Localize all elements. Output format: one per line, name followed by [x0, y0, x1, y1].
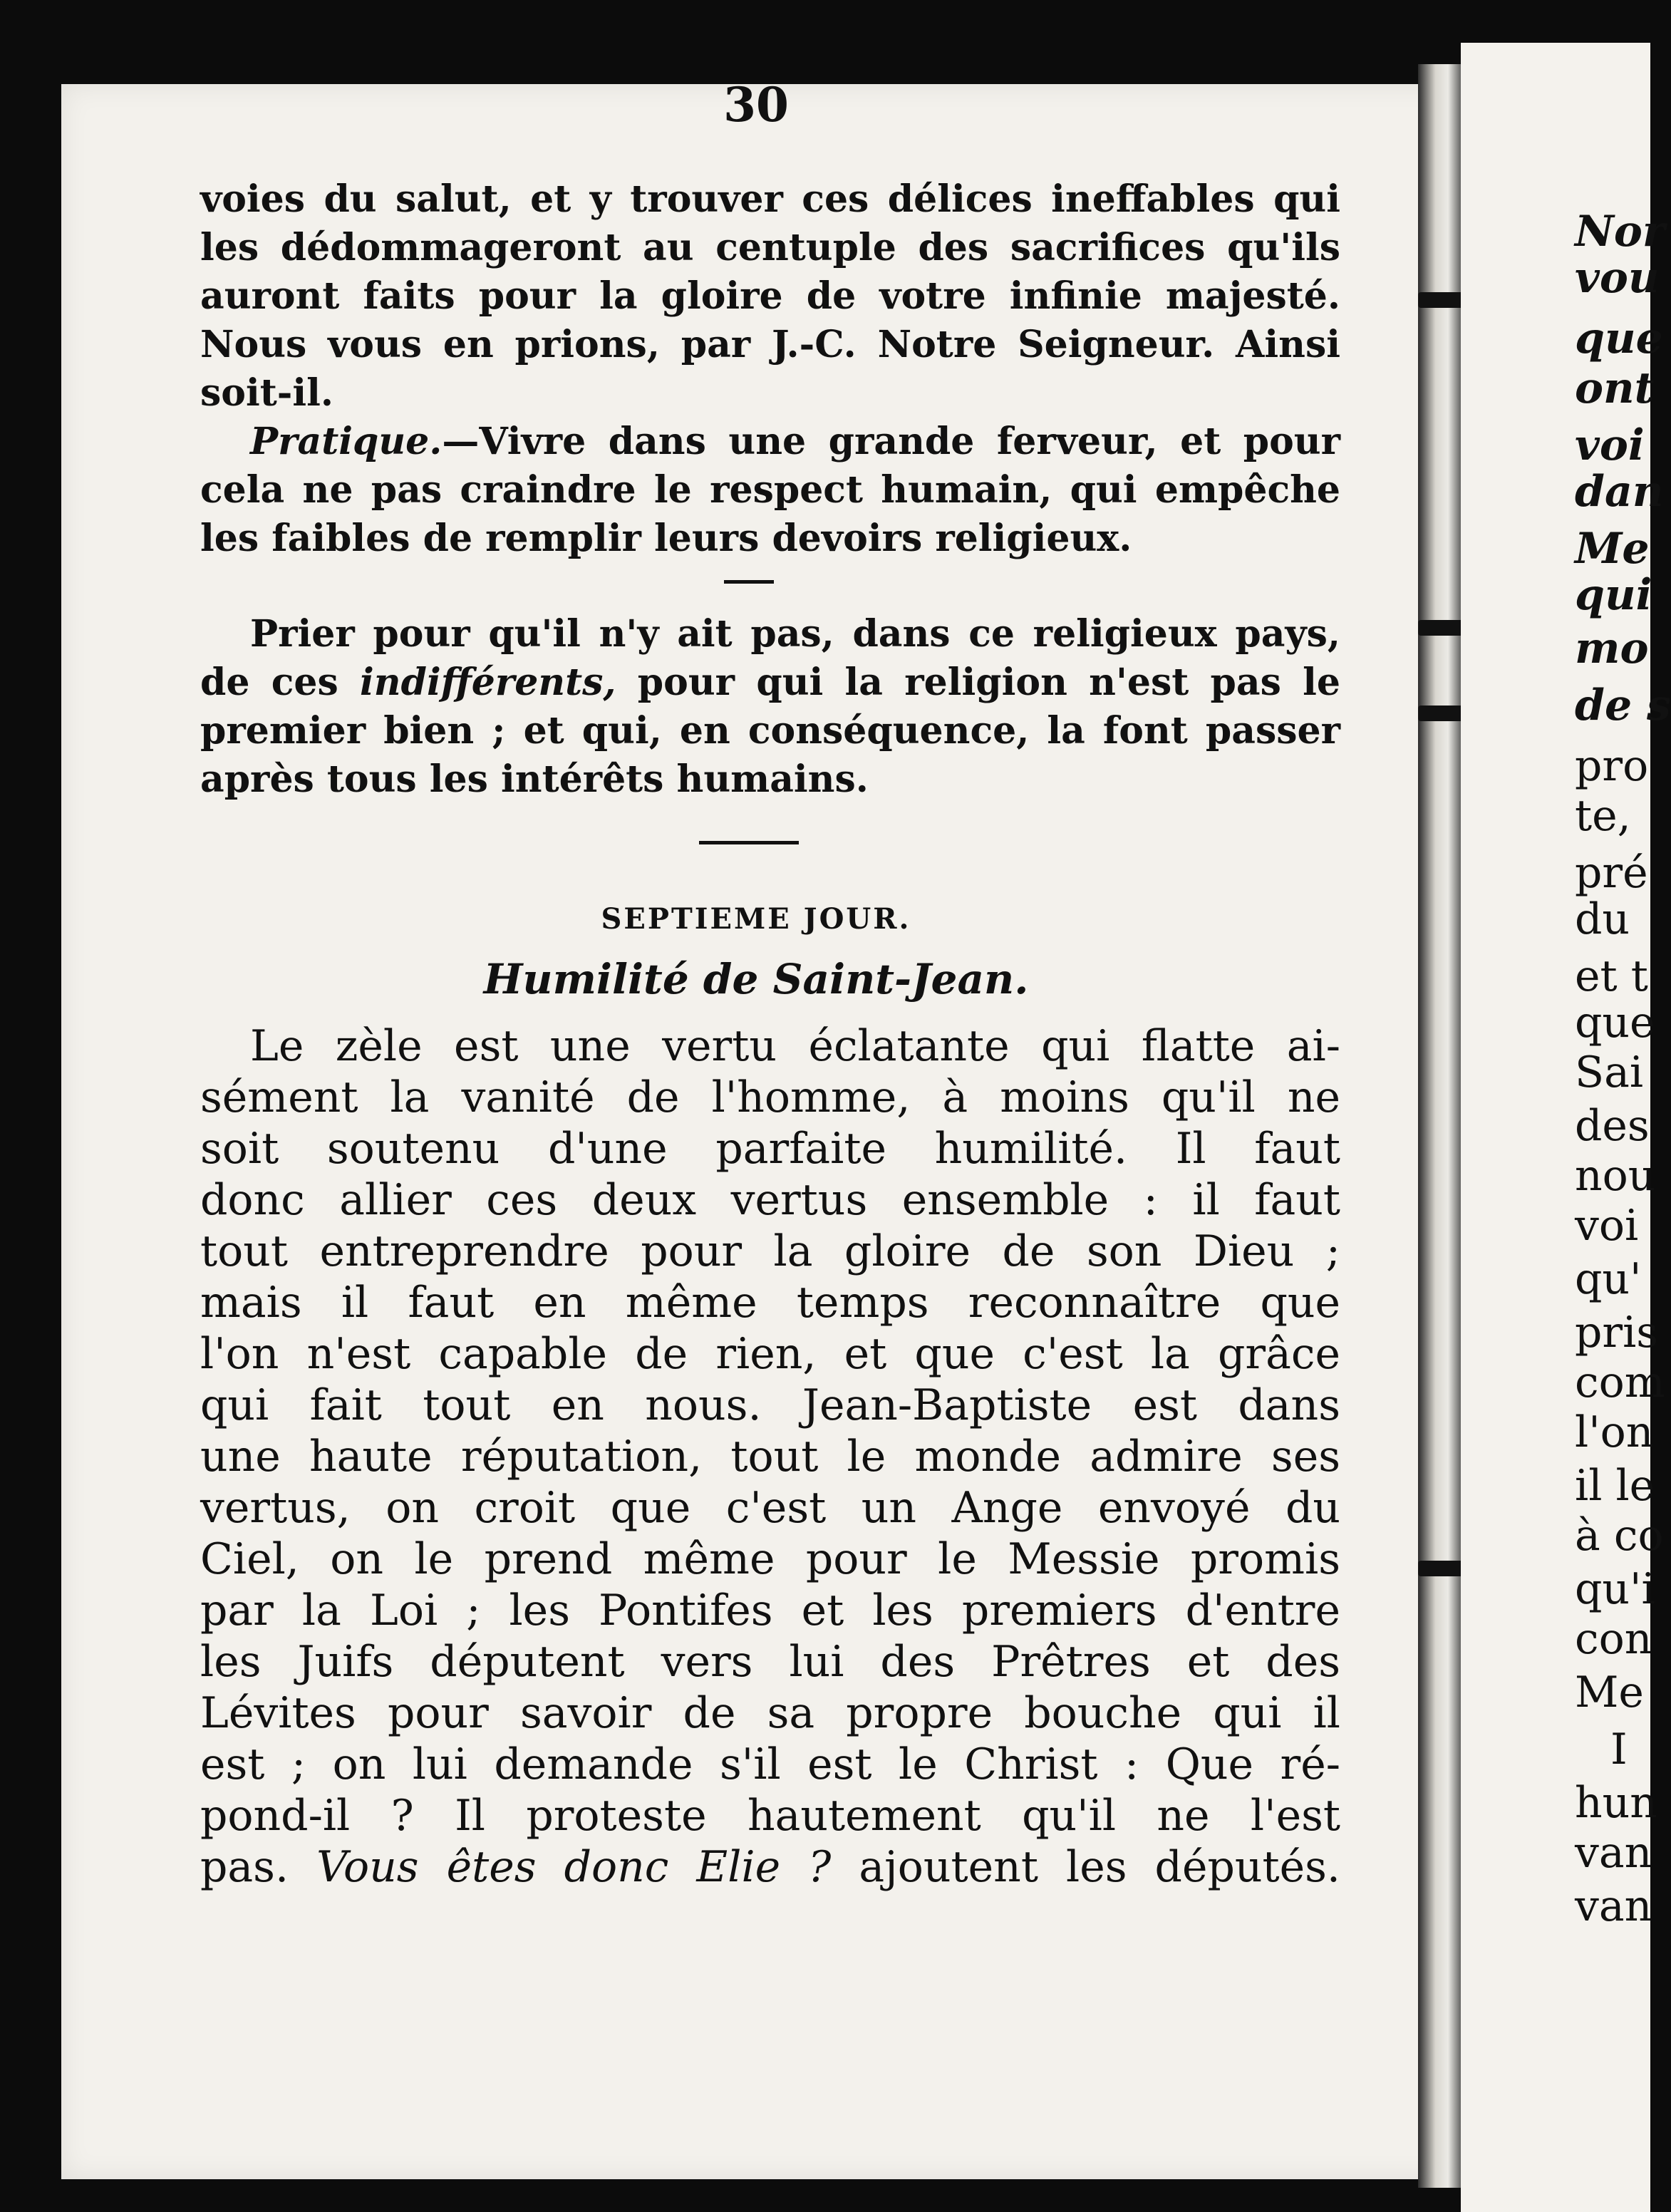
facing-page-text-fragment: de s [1575, 681, 1671, 730]
text-line: Ciel, on le prend même pour le Messie promis [200, 1534, 1340, 1584]
text-line: soit-il. [200, 371, 333, 415]
day-title: SEPTIEME JOUR. [601, 902, 911, 936]
text-line: mais il faut en même temps reconnaître que [200, 1278, 1340, 1328]
facing-page-text-fragment: l'on [1575, 1407, 1654, 1457]
text-line: Prier pour qu'il n'y ait pas, dans ce religieux pays, [250, 612, 1340, 656]
text-line: Nous vous en prions, par J.-C. Notre Seigneur. Ainsi [200, 323, 1340, 366]
text-line: sément la vanité de l'homme, à moins qu'il ne [200, 1073, 1340, 1122]
pratique-paragraph [200, 418, 1340, 563]
text-line: premier bien ; et qui, en conséquence, la font passer [200, 709, 1340, 753]
prier-paragraph [200, 610, 1340, 804]
short-rule [724, 580, 774, 584]
text-line: cela ne pas craindre le respect humain, qui empêche [200, 468, 1340, 512]
text-line: pas. Vous êtes donc Elie ? ajoutent les députés. [200, 1842, 1341, 1892]
text-line: Le zèle est une vertu éclatante qui flatte ai- [250, 1021, 1340, 1071]
text-line: Lévites pour savoir de sa propre bouche qui il [200, 1688, 1340, 1738]
facing-page-text-fragment: dan [1575, 467, 1664, 517]
facing-page-text-fragment: qui [1575, 570, 1652, 620]
facing-page-text-fragment: à co [1575, 1511, 1664, 1561]
book-page-left [61, 77, 1451, 2179]
facing-page-text-fragment: te, [1575, 791, 1631, 841]
facing-page-text-fragment: van [1575, 1881, 1652, 1931]
facing-page-text-fragment: des [1575, 1101, 1650, 1151]
text-line: voies du salut, et y trouver ces délices ineffables qui [200, 177, 1340, 221]
text-line: pond-il ? Il proteste hautement qu'il ne l'est [200, 1791, 1340, 1841]
text-line: de ces indifférents, pour qui la religion n'est pas le [200, 661, 1341, 704]
facing-page-text-fragment: voi [1575, 420, 1645, 470]
pratique-label: Pratique. [250, 420, 443, 463]
facing-page-text-fragment: il le [1575, 1461, 1655, 1511]
section-title: Humilité de Saint-Jean. [483, 955, 1029, 1003]
body-paragraph [200, 1020, 1340, 1893]
text-line: les dédommageront au centuple des sacrifices qu'ils [200, 226, 1340, 269]
text-line: vertus, on croit que c'est un Ange envoyé du [200, 1483, 1340, 1533]
text-line: les Juifs députent vers lui des Prêtres et des [200, 1637, 1340, 1687]
facing-page-text-fragment: ont [1575, 363, 1655, 413]
facing-page-text-fragment: van [1575, 1828, 1652, 1878]
text-line: les faibles de remplir leurs devoirs religieux. [200, 517, 1132, 560]
facing-page-text-fragment: com [1575, 1358, 1665, 1407]
text-line: l'on n'est capable de rien, et que c'est la grâce [200, 1329, 1340, 1379]
text-line: donc allier ces deux vertus ensemble : il faut [200, 1175, 1340, 1225]
text-line: qui fait tout en nous. Jean-Baptiste est dans [200, 1380, 1340, 1430]
facing-page-text-fragment: vou [1575, 253, 1660, 303]
facing-page-text-fragment: mo [1575, 624, 1649, 673]
prayer-ending [200, 175, 1340, 418]
facing-page-text-fragment: pris [1575, 1308, 1659, 1358]
facing-page-text-fragment: hun [1575, 1778, 1657, 1828]
facing-page-text-fragment: du [1575, 894, 1630, 944]
facing-page-text-fragment: que [1575, 314, 1663, 363]
facing-page-text-fragment: Me [1575, 524, 1650, 574]
facing-page-text-fragment: I [1610, 1725, 1628, 1774]
facing-page-text-fragment: Me [1575, 1668, 1644, 1717]
facing-page-text-fragment: nou [1575, 1151, 1656, 1201]
text-line: par la Loi ; les Pontifes et les premiers d'entre [200, 1586, 1340, 1635]
text-line: est ; on lui demande s'il est le Christ : Que ré- [200, 1740, 1340, 1789]
facing-page-text-fragment: qu' [1575, 1254, 1642, 1304]
page-number: 30 [723, 77, 789, 133]
text-line: tout entreprendre pour la gloire de son Dieu ; [200, 1226, 1340, 1276]
text-line: auront faits pour la gloire de votre infinie majesté. [200, 274, 1340, 318]
facing-page-text-fragment: voi [1575, 1201, 1639, 1251]
facing-page-text-fragment: et t [1575, 951, 1648, 1001]
text-line: après tous les intérêts humains. [200, 758, 869, 801]
text-line: soit soutenu d'une parfaite humilité. Il faut [200, 1124, 1340, 1174]
section-rule [699, 841, 799, 844]
facing-page-fragment [1461, 43, 1671, 2212]
facing-page-text-fragment: pré [1575, 848, 1648, 898]
text-line: Pratique.—Vivre dans une grande ferveur, et pour [250, 420, 1340, 463]
facing-page-text-fragment: pro [1575, 741, 1649, 791]
text-line: une haute réputation, tout le monde admire ses [200, 1432, 1340, 1482]
facing-page-text-fragment: Sai [1575, 1048, 1644, 1097]
facing-page-text-fragment: qu'i [1575, 1564, 1655, 1614]
facing-page-text-fragment: Nor [1575, 207, 1665, 257]
facing-page-text-fragment: con [1575, 1614, 1652, 1664]
facing-page-text-fragment: que [1575, 998, 1655, 1048]
